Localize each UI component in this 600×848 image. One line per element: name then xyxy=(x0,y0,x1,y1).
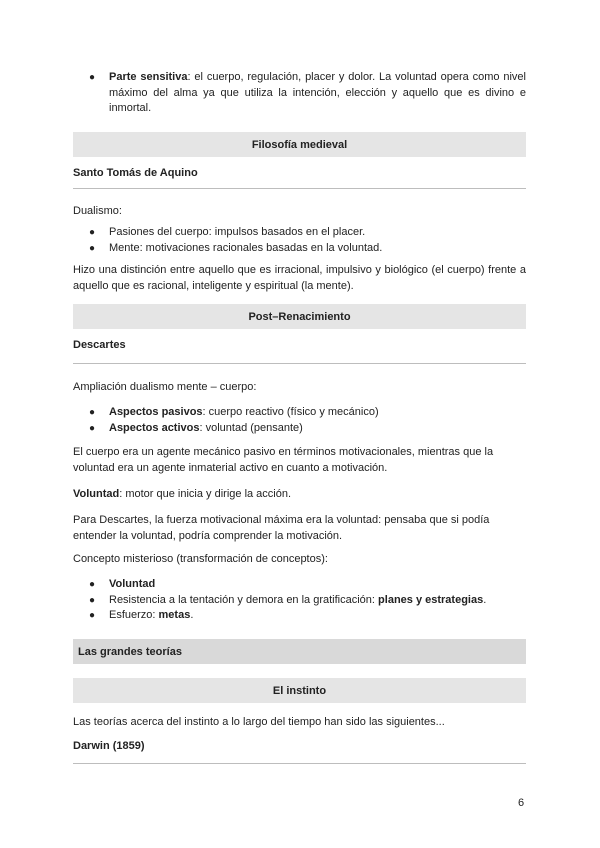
bullet-icon: ● xyxy=(89,72,96,83)
divider xyxy=(73,188,526,189)
paragraph: Ampliación dualismo mente – cuerpo: xyxy=(73,381,257,393)
divider xyxy=(73,763,526,764)
bullet-icon: ● xyxy=(89,407,96,418)
item-text: : motor que inicia y dirige la acción. xyxy=(119,488,292,500)
paragraph: Hizo una distinción entre aquello que es irracional, impulsivo y biológico (el cuerpo) frente a aquello que es racional, inteligente y espiritual (la mente). xyxy=(73,264,526,292)
list-item xyxy=(73,241,526,257)
list-item xyxy=(73,593,526,609)
list-item xyxy=(73,70,526,117)
item-text: : voluntad (pensante) xyxy=(199,421,303,434)
bullet-icon: ● xyxy=(89,594,96,606)
bullet-icon: ● xyxy=(89,579,96,590)
item-text: Mente: motivaciones racionales basadas en la voluntad. xyxy=(109,241,383,254)
page-number: 6 xyxy=(518,797,525,809)
term-bold: Aspectos activos xyxy=(109,421,200,434)
heading-descartes: Descartes xyxy=(73,339,126,351)
term-bold: Voluntad xyxy=(73,488,120,500)
section-header-grandes-teorias: Las grandes teorías xyxy=(73,639,526,664)
bullet-icon: ● xyxy=(89,242,96,254)
item-text: . xyxy=(190,609,194,621)
paragraph: Para Descartes, la fuerza motivacional máxima era la voluntad: pensaba que si podía entender la voluntad, podría comprender la motivación. xyxy=(73,514,490,542)
list-item xyxy=(73,405,526,421)
heading-aquino: Santo Tomás de Aquino xyxy=(73,167,198,179)
item-text: : el cuerpo, regulación, placer y dolor. La voluntad opera como nivel máximo del alma ya que utiliza la intención, elección y aquello que es divino e inmortal. xyxy=(109,71,526,114)
paragraph: Dualismo: xyxy=(73,205,122,217)
list-item xyxy=(73,225,526,241)
item-text: : cuerpo reactivo (físico y mecánico) xyxy=(202,406,379,418)
item-text: . xyxy=(483,593,487,606)
item-text: Pasiones del cuerpo: impulsos basados en el placer. xyxy=(109,226,366,238)
term-bold: Voluntad xyxy=(109,578,156,590)
aquino-list xyxy=(73,225,526,256)
section-header-medieval: Filosofía medieval xyxy=(73,132,526,157)
paragraph xyxy=(73,487,526,503)
term-bold: Aspectos pasivos xyxy=(109,406,203,418)
divider xyxy=(73,363,526,364)
bullet-icon: ● xyxy=(89,227,96,238)
paragraph: Concepto misterioso (transformación de conceptos): xyxy=(73,553,328,565)
list-item xyxy=(73,577,526,593)
paragraph: El cuerpo era un agente mecánico pasivo en términos motivacionales, mientras que la voluntad era un agente inmaterial activo en cuanto a motivación. xyxy=(73,446,494,474)
list-item xyxy=(73,608,526,624)
item-text: Esfuerzo: xyxy=(109,609,159,621)
descartes-aspects-list xyxy=(73,405,526,436)
descartes-concept-list xyxy=(73,577,526,624)
term-bold: metas xyxy=(158,609,191,621)
item-text: Resistencia a la tentación y demora en la gratificación: xyxy=(109,593,379,606)
heading-darwin: Darwin (1859) xyxy=(73,740,145,752)
bullet-icon: ● xyxy=(89,610,96,621)
section-header-instinto: El instinto xyxy=(73,678,526,703)
bullet-icon: ● xyxy=(89,422,96,434)
term-bold: Parte sensitiva xyxy=(109,71,188,83)
list-item xyxy=(73,421,526,437)
intro-list xyxy=(73,70,526,117)
section-header-post-renacimiento: Post–Renacimiento xyxy=(73,304,526,329)
paragraph: Las teorías acerca del instinto a lo largo del tiempo han sido las siguientes... xyxy=(73,716,445,728)
term-bold: planes y estrategias xyxy=(378,593,484,606)
